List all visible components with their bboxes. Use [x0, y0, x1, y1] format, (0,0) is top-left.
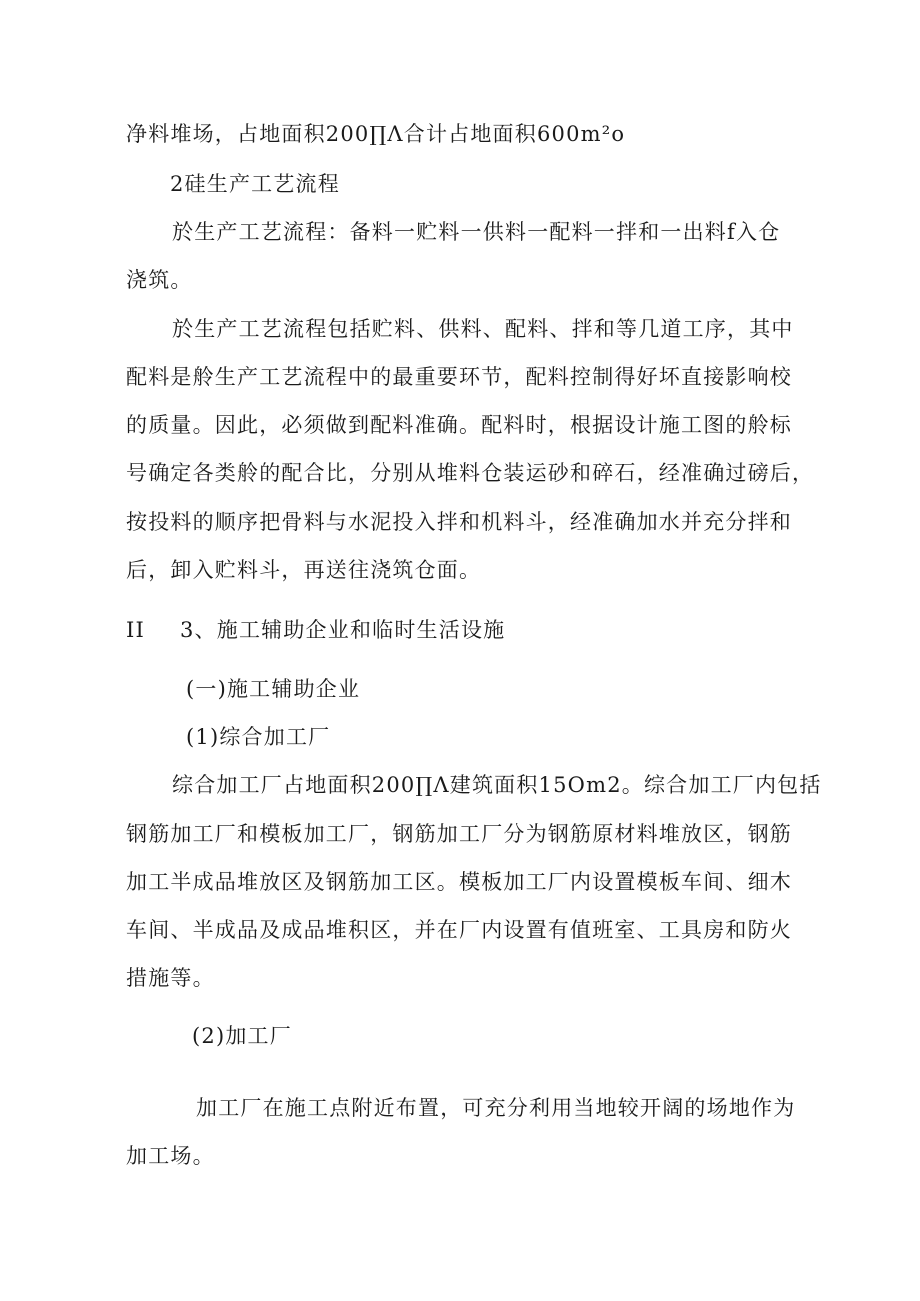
item-heading-2: (2)加工厂 — [192, 1024, 292, 1048]
paragraph-line: 净料堆场，占地面积200∏Λ合计占地面积600m²o — [126, 122, 626, 146]
section-marker: II — [126, 618, 145, 642]
paragraph-line: 於生产工艺流程包括贮料、供料、配料、拌和等几道工序，其中 — [172, 317, 794, 341]
paragraph-line: 综合加工厂占地面积200∏Λ建筑面积15Om2。综合加工厂内包括 — [172, 773, 822, 797]
paragraph-line: 浇筑。 — [126, 268, 193, 292]
paragraph-line: 钢筋加工厂和模板加工厂，钢筋加工厂分为钢筋原材料堆放区，钢筋 — [126, 822, 792, 846]
paragraph-line: 於生产工艺流程：备料一贮料一供料一配料一拌和一出料f入仓 — [172, 220, 781, 244]
paragraph-line: 措施等。 — [126, 966, 215, 990]
subsection-heading: (一)施工辅助企业 — [186, 677, 361, 701]
paragraph-line: 配料是舲生产工艺流程中的最重要环节，配料控制得好坏直接影响校 — [126, 365, 792, 389]
paragraph-line: 号确定各类舲的配合比，分别从堆料仓装运砂和碎石，经准确过磅后， — [126, 461, 815, 485]
item-heading-1: (1)综合加工厂 — [186, 725, 331, 749]
paragraph-line: 加工厂在施工点附近布置，可充分利用当地较开阔的场地作为 — [196, 1096, 796, 1120]
paragraph-line: 按投料的顺序把骨料与水泥投入拌和机料斗，经准确加水并充分拌和 — [126, 510, 792, 534]
paragraph-line: 车间、半成品及成品堆积区，并在厂内设置有值班室、工具房和防火 — [126, 918, 792, 942]
section-heading-2: 2硅生产工艺流程 — [170, 172, 340, 196]
paragraph-line: 加工半成品堆放区及钢筋加工区。模板加工厂内设置模板车间、细木 — [126, 870, 792, 894]
paragraph-line: 后，卸入贮料斗，再送往浇筑仓面。 — [126, 558, 482, 582]
paragraph-line: 的质量。因此，必须做到配料准确。配料时，根据设计施工图的舲标 — [126, 413, 792, 437]
paragraph-line: 加工场。 — [126, 1144, 215, 1168]
section-heading-3: 3、施工辅助企业和临时生活设施 — [180, 618, 506, 642]
